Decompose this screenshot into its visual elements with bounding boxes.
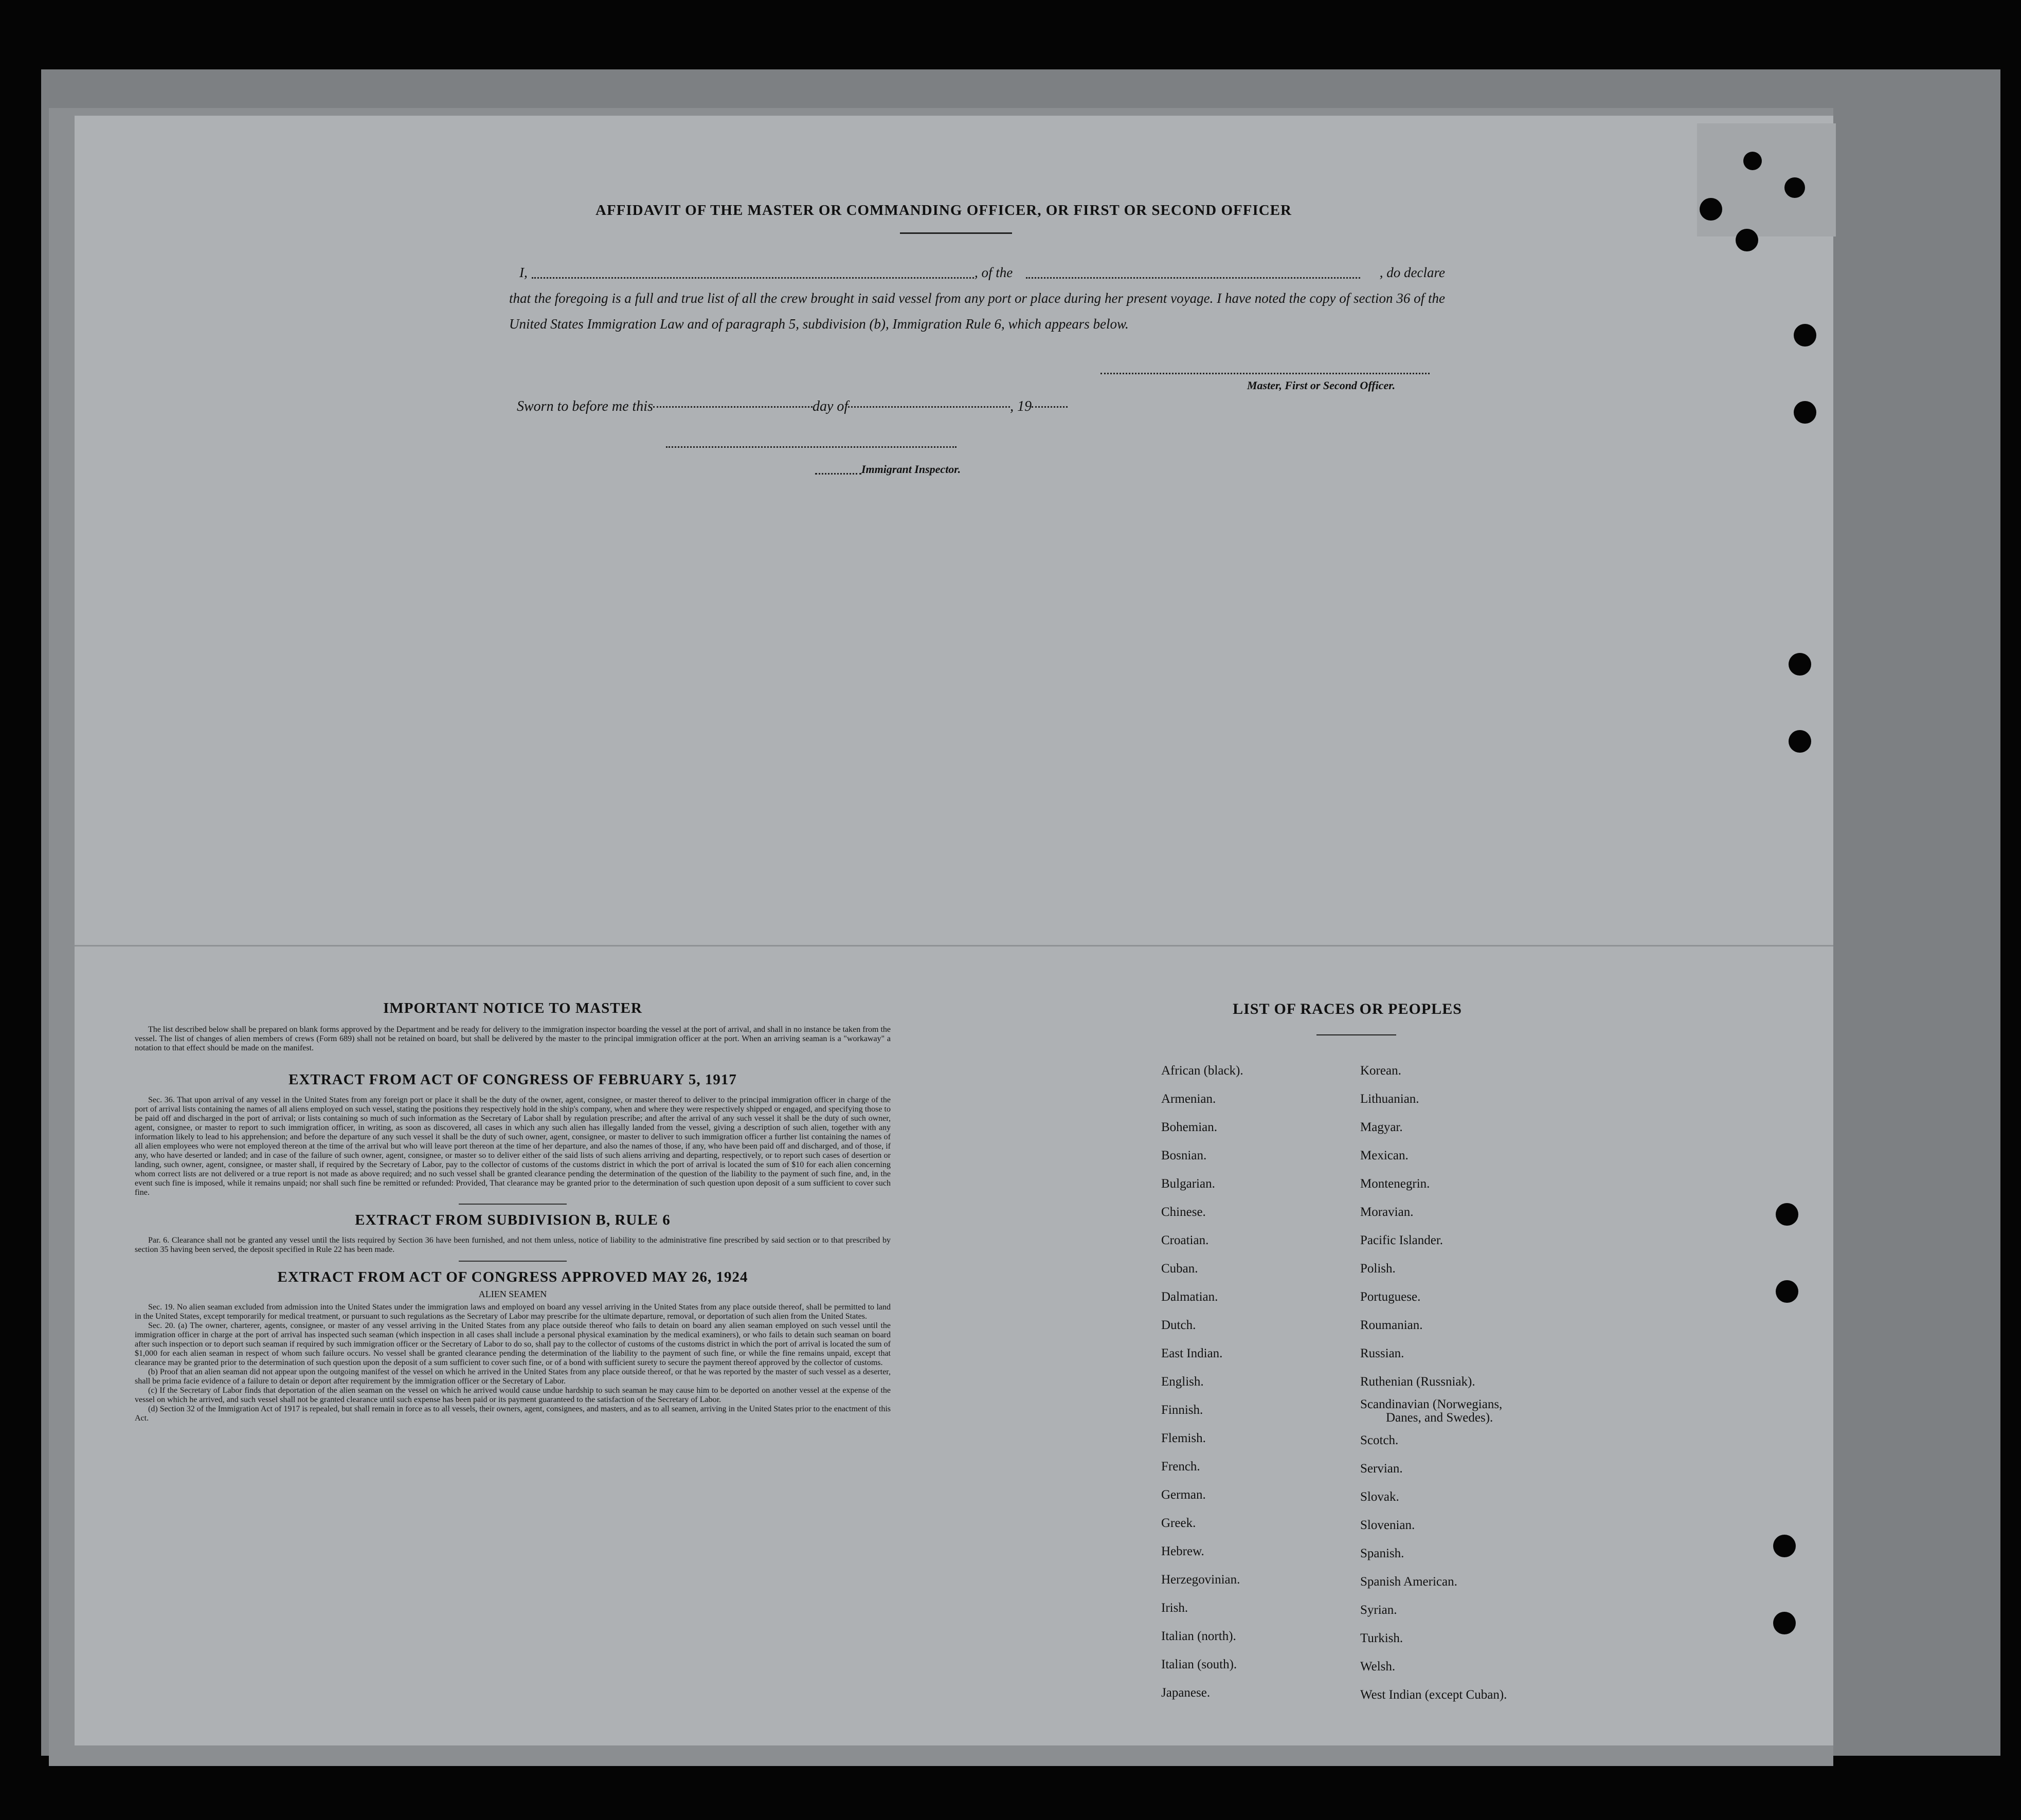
race-item: German. bbox=[1161, 1488, 1206, 1502]
race-item: Italian (north). bbox=[1161, 1629, 1236, 1643]
extract-1917-paragraph: Sec. 36. That upon arrival of any vessel in the United States from any foreign port or place it shall be the duty of the owner, agent, consignee, or master thereof to deliver to the principal immigration officer in charge of the port of arrival lists containing the names of all aliens employed on such vessel, stating the positions they respectively hold in the ship's company, when and where they were respectively shipped or engaged, and specifying those to be paid off and discharged in the port of arrival; or lists containing so much of such information as the Secretary of Labor shall by regulation prescribe; and after the arrival of any such vessel it shall be the duty of such owner, agent, consignee, or master to report to such immigration officer, in writing, as soon as discovered, all cases in which any such alien has illegally landed from the vessel, giving a description of such alien, together with any information likely to lead to his apprehension; and before the departure of any such vessel it shall be the duty of such owner, agent, consignee, or master to deliver to such immigration officer a further list containing the names of all alien employees who were not employed thereon at the time of the arrival but who will leave port thereon at the time of her departure, and also the names of those, if any, who have been paid off and discharged, and of those, if any, who have deserted or landed; and in case of the failure of such owner, agent, consignee, or master so to deliver either of the said lists of such aliens arriving and departing, respectively, or to report such cases of desertion or landing, such owner, agent, consignee, or master shall, if required by the Secretary of Labor, pay to the collector of customs of the customs district in which the port of arrival is located the sum of $10 for each alien concerning whom correct lists are not delivered or a true report is not made as above required; and no such vessel shall be granted clearance pending the determination of the question of the liability to the payment of such fine, and, in the event such fine is imposed, while it remains unpaid; nor shall such fine be remitted or refunded: Provided, That clearance may be granted prior to the determination of such question upon deposit of a sum sufficient to cover such fine. bbox=[135, 1096, 891, 1197]
races-list-title: LIST OF RACES OR PEOPLES bbox=[1233, 1000, 1462, 1017]
race-item: Slovak. bbox=[1360, 1490, 1399, 1504]
vessel-name-field bbox=[1026, 277, 1360, 279]
affidavit-body-text: that the foregoing is a full and true list of all the crew brought in said vessel from any port or place during her present voyage. I have noted the copy of section 36 of the United States Immigration Law and of paragraph 5, subdivision (b), Immigration Rule 6, which appears below. bbox=[509, 290, 1445, 332]
punch-hole bbox=[1789, 653, 1811, 676]
inspector-caption: Immigrant Inspector. bbox=[861, 463, 961, 476]
page-fold-line bbox=[75, 945, 1833, 947]
sworn-date-field bbox=[653, 406, 813, 408]
extract-1924-paragraph: (c) If the Secretary of Labor finds that deportation of the alien seaman on the vessel on which he arrived would cause undue hardship to such seaman he may cause him to be deported on another vessel at the expense of the vessel on which he arrived, and such vessel shall not be granted clearance until such expense has been paid or its payment guaranteed to the satisfaction of the Secretary of Labor. bbox=[135, 1386, 891, 1404]
race-item: Cuban. bbox=[1161, 1262, 1198, 1276]
race-item: Korean. bbox=[1360, 1064, 1401, 1078]
race-item: Roumanian. bbox=[1360, 1318, 1423, 1332]
affidavit-statement bbox=[509, 260, 1445, 337]
punch-hole bbox=[1794, 401, 1816, 424]
race-item: West Indian (except Cuban). bbox=[1360, 1688, 1507, 1702]
punch-hole bbox=[1773, 1612, 1796, 1634]
extract-rule6-paragraph: Par. 6. Clearance shall not be granted any vessel until the lists required by Section 36 have been furnished, and not them unless, notice of liability to the administrative fine prescribed by said section or to that prescribed by section 35 having been served, the deposit specified in Rule 22 has been made. bbox=[135, 1236, 891, 1254]
race-item: Montenegrin. bbox=[1360, 1177, 1430, 1191]
inspector-signature-line bbox=[666, 446, 957, 448]
sworn-prefix: Sworn to before me this bbox=[517, 398, 653, 414]
extract-1924-text bbox=[135, 1303, 891, 1423]
race-item-line: Danes, and Swedes). bbox=[1386, 1411, 1493, 1425]
race-item: Herzegovinian. bbox=[1161, 1573, 1240, 1587]
notice-title: IMPORTANT NOTICE TO MASTER bbox=[383, 1000, 642, 1016]
races-right-column bbox=[1360, 1057, 1507, 1709]
sworn-month-field bbox=[848, 406, 1010, 408]
extract-rule6-text bbox=[135, 1236, 891, 1254]
folded-corner bbox=[1697, 123, 1836, 236]
race-item: English. bbox=[1161, 1375, 1204, 1389]
race-item: Greek. bbox=[1161, 1516, 1196, 1530]
race-item: Dutch. bbox=[1161, 1318, 1196, 1332]
race-item: Finnish. bbox=[1161, 1403, 1203, 1417]
race-item: Bohemian. bbox=[1161, 1120, 1218, 1134]
punch-hole bbox=[1789, 730, 1811, 753]
extract-1917-title: EXTRACT FROM ACT OF CONGRESS OF FEBRUARY 5, 1917 bbox=[288, 1071, 737, 1088]
sworn-year-field bbox=[1032, 406, 1068, 408]
affidavit-title: AFFIDAVIT OF THE MASTER OR COMMANDING OFFICER, OR FIRST OR SECOND OFFICER bbox=[596, 202, 1292, 219]
extract-1924-paragraph: (d) Section 32 of the Immigration Act of 1917 is repealed, but shall remain in force as to all vessels, their owners, agent, consignees, and masters, and as to all seamen, arriving in the United States prior to the enactment of this Act. bbox=[135, 1405, 891, 1423]
race-item: Moravian. bbox=[1360, 1205, 1414, 1219]
races-left-column bbox=[1161, 1057, 1243, 1707]
punch-hole bbox=[1776, 1280, 1798, 1303]
punch-hole bbox=[1700, 198, 1722, 221]
races-title-rule bbox=[1316, 1034, 1396, 1035]
sworn-statement bbox=[517, 398, 1068, 415]
race-item: Portuguese. bbox=[1360, 1290, 1421, 1304]
race-item: Hebrew. bbox=[1161, 1544, 1204, 1558]
extract-1924-paragraph: (b) Proof that an alien seaman did not appear upon the outgoing manifest of the vessel on which he arrived in the United States from any place outside thereof, or that he was reported by the master of such vessel as a deserter, shall be prima facie evidence of a failure to detain or deport after requirement by the immigration officer or the Secretary of Labor. bbox=[135, 1368, 891, 1386]
race-item: East Indian. bbox=[1161, 1346, 1223, 1360]
race-item: Flemish. bbox=[1161, 1431, 1206, 1445]
punch-hole bbox=[1794, 324, 1816, 347]
sworn-year-label: , 19 bbox=[1010, 398, 1032, 414]
master-signature-caption: Master, First or Second Officer. bbox=[1247, 379, 1396, 392]
race-item: Chinese. bbox=[1161, 1205, 1206, 1219]
race-item: Spanish. bbox=[1360, 1546, 1404, 1560]
race-item: Polish. bbox=[1360, 1262, 1396, 1276]
race-item: Servian. bbox=[1360, 1462, 1403, 1476]
manifest-page bbox=[75, 116, 1833, 1745]
affidavit-line1-mid: , of the bbox=[975, 265, 1013, 280]
race-item: Bulgarian. bbox=[1161, 1177, 1215, 1191]
extract-1917-text bbox=[135, 1096, 891, 1197]
race-item: Armenian. bbox=[1161, 1092, 1216, 1106]
punch-hole bbox=[1736, 229, 1758, 251]
master-name-field bbox=[532, 277, 974, 279]
punch-hole bbox=[1773, 1535, 1796, 1557]
race-item: Pacific Islander. bbox=[1360, 1233, 1443, 1247]
race-item: Welsh. bbox=[1360, 1660, 1396, 1673]
race-item: Syrian. bbox=[1360, 1603, 1397, 1617]
race-item: Dalmatian. bbox=[1161, 1290, 1218, 1304]
race-item: Italian (south). bbox=[1161, 1658, 1237, 1671]
master-signature-line bbox=[1100, 373, 1430, 374]
race-item: Bosnian. bbox=[1161, 1149, 1207, 1162]
race-item: Lithuanian. bbox=[1360, 1092, 1419, 1106]
race-item: Magyar. bbox=[1360, 1120, 1403, 1134]
race-item: African (black). bbox=[1161, 1064, 1243, 1078]
affidavit-line1-end: , do declare bbox=[1379, 265, 1445, 280]
extract-1924-title: EXTRACT FROM ACT OF CONGRESS APPROVED MAY 26, 1924 bbox=[277, 1269, 748, 1285]
race-item: Ruthenian (Russniak). bbox=[1360, 1375, 1475, 1389]
affidavit-line1-start: I, bbox=[519, 265, 528, 280]
punch-hole bbox=[1784, 177, 1805, 198]
race-item: Irish. bbox=[1161, 1601, 1188, 1615]
race-item: Croatian. bbox=[1161, 1233, 1209, 1247]
race-item: Slovenian. bbox=[1360, 1518, 1415, 1532]
extract-rule6-title: EXTRACT FROM SUBDIVISION B, RULE 6 bbox=[355, 1212, 671, 1228]
race-item: French. bbox=[1161, 1460, 1200, 1473]
extract-1924-subtitle: ALIEN SEAMEN bbox=[478, 1289, 547, 1299]
race-item: Turkish. bbox=[1360, 1631, 1403, 1645]
extract-1924-paragraph: Sec. 20. (a) The owner, charterer, agents, consignee, or master of any vessel arriving in the United States from any place outside thereof who fails to detain on board any alien seaman employed on such vessel until the immigration officer in charge at the port of arrival has inspected such seaman (which inspection in all cases shall include a personal physical examination by the medical examiners), or who fails to detain such seaman on board after such inspection or to deport such seaman if required by such immigration officer or the Secretary of Labor to do so, shall pay to the collector of customs of the customs district in which the port of arrival is located the sum of $1,000 for each alien seaman in respect of whom such failure occurs. No vessel shall be granted clearance pending the determination of the liability to the payment of such fine, or while the fine remains unpaid, except that clearance may be granted prior to the determination of such question upon the deposit of a sum sufficient to cover such fine, or of a bond with sufficient surety to secure the payment thereof approved by the collector of customs. bbox=[135, 1321, 891, 1367]
race-item: Japanese. bbox=[1161, 1686, 1211, 1700]
race-item: Russian. bbox=[1360, 1346, 1404, 1360]
race-item: Spanish American. bbox=[1360, 1575, 1457, 1589]
legal-notice-column bbox=[135, 1000, 891, 1423]
sworn-day-label: day of bbox=[812, 398, 849, 414]
affidavit-title-rule bbox=[900, 232, 1012, 234]
section-divider bbox=[459, 1261, 567, 1262]
notice-paragraph: The list described below shall be prepared on blank forms approved by the Department and be ready for delivery to the immigration inspector boarding the vessel at the port of arrival, and shall in no instance be taken from the vessel. The list of changes of alien members of crews (Form 689) shall not be retained on board, but shall be delivered by the master to the principal immigration officer at the port. When an arriving seaman is a "workaway" a notation to that effect should be made on the manifest. bbox=[135, 1025, 891, 1052]
inspector-caption-dots bbox=[815, 473, 861, 475]
race-item-multiline bbox=[1360, 1396, 1507, 1426]
extract-1924-paragraph: Sec. 19. No alien seaman excluded from admission into the United States under the immigration laws and employed on board any vessel arriving in the United States from any place outside thereof, shall be permitted to land in the United States, except temporarily for medical treatment, or pursuant to such regulations as the Secretary of Labor may prescribe for the ultimate departure, removal, or deportation of such alien from the United States. bbox=[135, 1303, 891, 1321]
punch-hole bbox=[1743, 152, 1762, 170]
punch-hole bbox=[1776, 1203, 1798, 1226]
race-item-line: Scandinavian (Norwegians, bbox=[1360, 1397, 1503, 1411]
notice-text bbox=[135, 1025, 891, 1053]
race-item: Scotch. bbox=[1360, 1433, 1399, 1447]
section-divider bbox=[459, 1204, 567, 1205]
race-item: Mexican. bbox=[1360, 1149, 1409, 1162]
